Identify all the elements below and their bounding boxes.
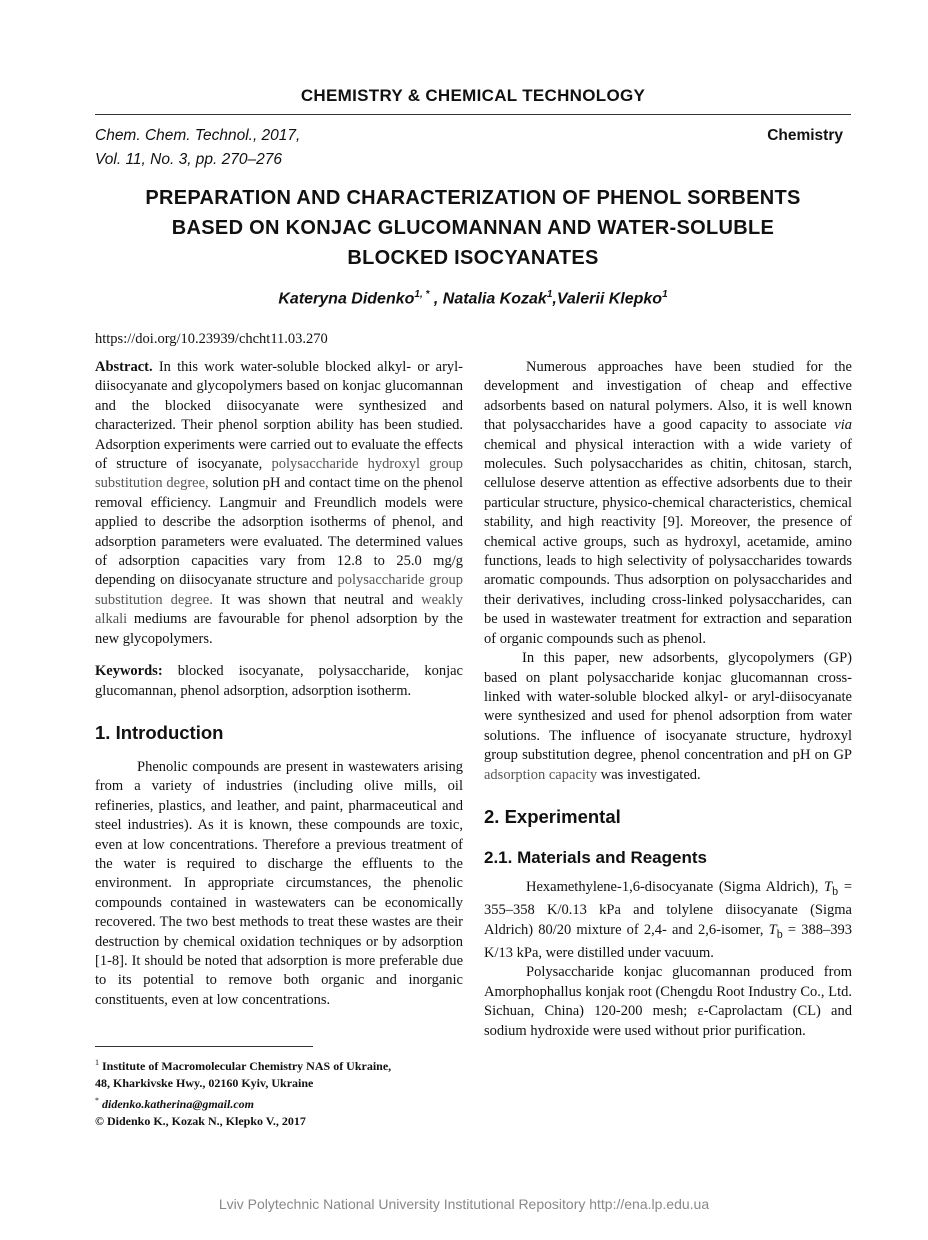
subsection-heading-materials: 2.1. Materials and Reagents bbox=[484, 847, 707, 867]
keywords bbox=[95, 662, 463, 701]
journal-header: CHEMISTRY & CHEMICAL TECHNOLOGY bbox=[300, 86, 646, 105]
repository-footer: Lviv Polytechnic National University Institutional Repository http://ena.lp.edu.ua bbox=[218, 1196, 710, 1212]
author-name: Valerii Klepko bbox=[556, 290, 663, 308]
abstract-text: In this work water-soluble blocked alkyl- or aryl-diisocyanate and glycopolymers based on konjac glucomannan and the blocked diisocyanate were synthesized and characterized. Their phenol sorption ability has been studied. Adsorption experiments were carried out to evaluate the effects of structure of isocyanate, bbox=[95, 359, 463, 473]
affiliation-text: Institute of Macromolecular Chemistry NAS of Ukraine, bbox=[99, 1059, 392, 1073]
paragraph-text: was investigated. bbox=[597, 766, 701, 783]
author-affiliation-mark: 1, * bbox=[414, 289, 430, 300]
footnotes bbox=[95, 1054, 391, 1130]
author-affiliation-mark: 1 bbox=[546, 289, 553, 300]
paragraph-text: = 355–358 K/0.13 kPa and tolylene diisocyanate (Sigma Aldrich) 80/20 mixture of 2,4- and 2,6-isomer, bbox=[484, 878, 852, 938]
citation-line-2: Vol. 11, No. 3, pp. 270–276 bbox=[95, 151, 282, 168]
author-separator: , bbox=[429, 290, 443, 308]
affiliation-address: 48, Kharkivske Hwy., 02160 Kyiv, Ukraine bbox=[95, 1076, 314, 1090]
affiliation-line bbox=[95, 1054, 391, 1075]
materials-paragraph: Polysaccharide konjac glucomannan produced from Amorphophallus konjak root (Chengdu Root Industry Co., Ltd. Sichuan, China) 120-200 mesh; ε-Caprolactam (CL) and sodium hydroxide were used without prior purification. bbox=[484, 964, 852, 1039]
author-list bbox=[95, 289, 851, 308]
abstract-label: Abstract. bbox=[95, 359, 153, 375]
materials-paragraph bbox=[484, 878, 852, 963]
body-paragraph bbox=[484, 358, 852, 649]
author-name: Kateryna Didenko bbox=[278, 290, 415, 308]
keywords-label: Keywords: bbox=[95, 663, 163, 680]
title-line-1: PREPARATION AND CHARACTERIZATION OF PHENOL SORBENTS bbox=[145, 187, 801, 209]
article-title bbox=[95, 183, 851, 273]
copyright: © Didenko K., Kozak N., Klepko V., 2017 bbox=[95, 1114, 306, 1128]
right-column bbox=[484, 358, 852, 1041]
title-line-2: BASED ON KONJAC GLUCOMANNAN AND WATER-SOLUBLE bbox=[171, 217, 775, 239]
corresponding-mark: * bbox=[95, 1096, 99, 1105]
introduction-paragraph: Phenolic compounds are present in wastewaters arising from a variety of industries (including olive mills, oil refineries, plastics, and leather, and paint, pharmaceutical and steel industries). As it is known, these compounds are toxic, even at low concentrations. Therefore a previous treatment of the water is required to discharge the effluents to the environment. In appropriate circumstances, the phenolic compounds contained in wastewaters can be economically recovered. The two best methods to treat these wastes are their destruction by chemical oxidation techniques or by adsorption [1-8]. It should be noted that adsorption is more preferable due to its potential to remove both organic and inorganic constituents, even at low concentrations. bbox=[95, 758, 463, 1008]
doi-link[interactable]: https://doi.org/10.23939/chcht11.03.270 bbox=[95, 331, 328, 347]
temperature-symbol: T bbox=[768, 921, 777, 938]
paragraph-text-grey: adsorption capacity bbox=[484, 766, 598, 783]
paragraph-text: Numerous approaches have been studied for the development and investigation of cheap and effective adsorbents based on natural polymers. Also, it is well known that polysaccharides have a good capacity to associate bbox=[484, 359, 852, 434]
paragraph-text: In this paper, new adsorbents, glycopolymers (GP) based on plant polysaccharide konjac glucomannan cross-linked with water-soluble blocked alkyl- or aryl-diisocyanate were synthesized and used for phenol adsorption from water solutions. The influence of isocyanate structure, hydroxyl group substitution degree, phenol concentration and pH on GP bbox=[484, 650, 852, 764]
header-divider bbox=[95, 114, 851, 115]
email-link[interactable]: didenko.katherina@gmail.com bbox=[99, 1097, 254, 1111]
abstract-text: solution pH and contact time on the phenol removal efficiency. Langmuir and Freundlich models were applied to describe the adsorption isotherms of phenol, and adsorption parameters were evaluated. The determined values of adsorption capacities vary from 12.8 to 25.0 mg/g depending on diisocyanate structure and bbox=[95, 475, 463, 589]
left-column bbox=[95, 358, 463, 1010]
paragraph-text: = 388–393 K/13 kPa, were distilled under vacuum. bbox=[484, 921, 852, 961]
temperature-symbol: T bbox=[824, 878, 833, 895]
author-affiliation-mark: 1 bbox=[662, 289, 668, 300]
abstract-text-grey: weakly alkali bbox=[95, 591, 463, 628]
title-line-3: BLOCKED ISOCYANATES bbox=[347, 247, 599, 269]
abstract-text-grey: polysaccharide hydroxyl group substitution degree, bbox=[95, 456, 463, 492]
temperature-subscript: b bbox=[776, 926, 783, 941]
section-heading-introduction: 1. Introduction bbox=[95, 721, 224, 743]
section-heading-experimental: 2. Experimental bbox=[484, 805, 621, 827]
affiliation-mark: 1 bbox=[95, 1058, 99, 1067]
corresponding-email-line bbox=[95, 1092, 391, 1113]
body-paragraph bbox=[484, 649, 852, 785]
category-label: Chemistry bbox=[767, 127, 843, 144]
paragraph-italic: via bbox=[834, 417, 852, 434]
keywords-text: blocked isocyanate, polysaccharide, konjac glucomannan, phenol adsorption, adsorption isotherm. bbox=[95, 663, 463, 699]
temperature-subscript: b bbox=[832, 883, 839, 898]
abstract-text-grey: polysaccharide group substitution degree. bbox=[95, 572, 463, 608]
abstract bbox=[95, 358, 463, 649]
abstract-text: It was shown that neutral and bbox=[212, 591, 422, 608]
paragraph-text: Hexamethylene-1,6-disocyanate (Sigma Aldrich), bbox=[526, 878, 825, 895]
paragraph-text: chemical and physical interaction with a wide variety of molecules. Such polysaccharides as chitin, chitosan, starch, cellulose deserve attention as effective adsorbents due to their particular structure, physico-chemical characteristics, chemical stability, and high reactivity [9]. Moreover, the presence of chemical active groups, such as hydroxyl, acetamide, amino functions, leads to high selectivity of polysaccharides towards aromatic compounds. Thus adsorption on polysaccharides and their derivatives, including cross-linked polysaccharides, can be used in wastewater treatment for extraction and separation of organic compounds such as phenol. bbox=[484, 436, 852, 647]
author-separator: , bbox=[552, 290, 557, 308]
author-name: Natalia Kozak bbox=[442, 290, 547, 308]
abstract-text: mediums are favourable for phenol adsorption by the new glycopolymers. bbox=[95, 611, 463, 647]
citation-line-1: Chem. Chem. Technol., 2017, bbox=[95, 127, 301, 144]
footnote-divider bbox=[95, 1046, 313, 1047]
citation bbox=[95, 124, 300, 172]
